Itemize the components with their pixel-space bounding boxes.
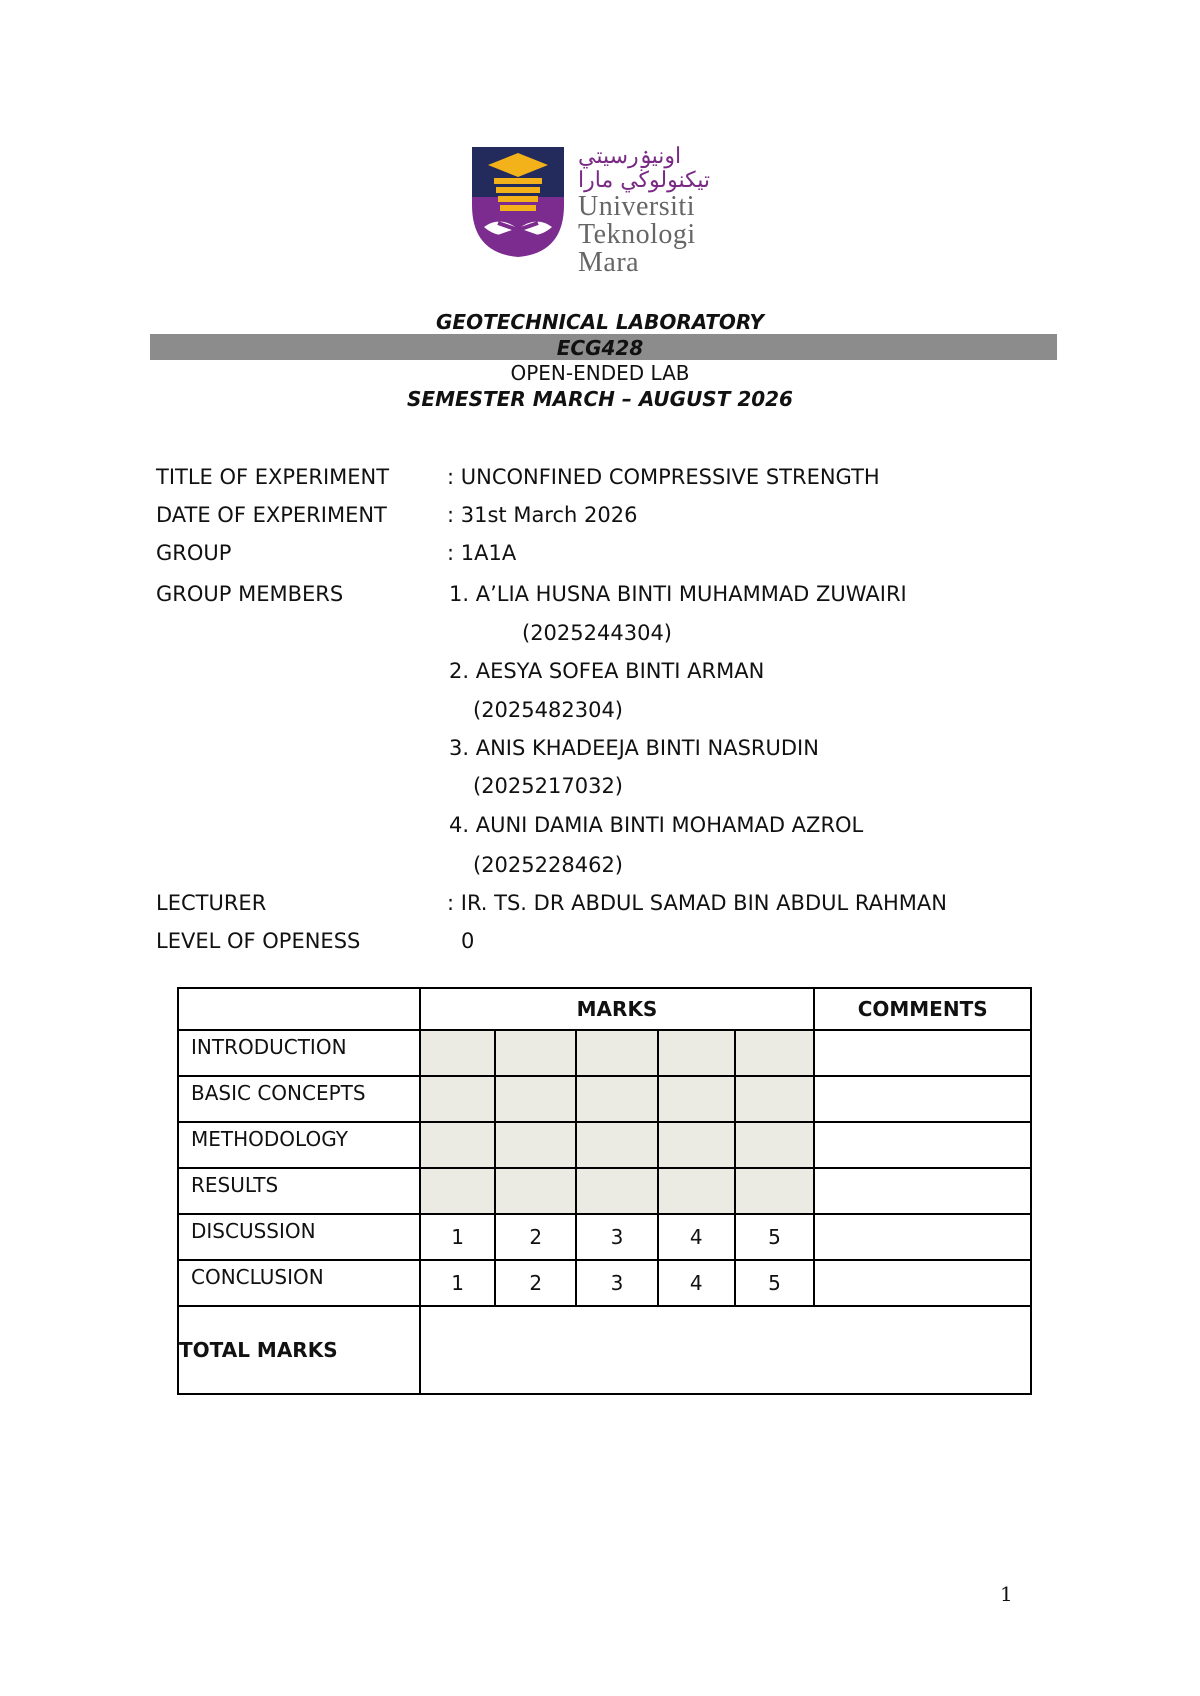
table-row: [178, 1168, 1031, 1214]
row-label-discussion: DISCUSSION: [178, 1214, 420, 1260]
member-2-id: (2025482304): [473, 698, 623, 722]
date-value: : 31st March 2026: [447, 503, 638, 527]
member-4-name: 4. AUNI DAMIA BINTI MOHAMAD AZROL: [449, 813, 864, 837]
header-blank-cell: [178, 988, 420, 1030]
logo-line-2: Teknologi: [578, 219, 696, 250]
member-1-name: 1. A’LIA HUSNA BINTI MUHAMMAD ZUWAIRI: [449, 582, 907, 606]
score-cell: [495, 1122, 576, 1168]
score-cell: [576, 1030, 658, 1076]
score-cell: [495, 1076, 576, 1122]
row-label-methodology: METHODOLOGY: [178, 1122, 420, 1168]
table-row: [178, 1214, 1031, 1260]
member-3-id: (2025217032): [473, 774, 623, 798]
score-cell: [420, 1076, 496, 1122]
lab-type: OPEN-ENDED LAB: [510, 361, 690, 385]
members-label: GROUP MEMBERS: [156, 582, 344, 606]
score-cell: 3: [576, 1260, 658, 1306]
score-cell: [735, 1076, 815, 1122]
table-header-row: [178, 988, 1031, 1030]
row-label-results: RESULTS: [178, 1168, 420, 1214]
logo-line-3: Mara: [578, 247, 640, 278]
score-cell: [658, 1030, 735, 1076]
comment-cell: [814, 1168, 1031, 1214]
comment-cell: [814, 1260, 1031, 1306]
row-label-conclusion: CONCLUSION: [178, 1260, 420, 1306]
openess-label: LEVEL OF OPENESS: [156, 929, 361, 953]
member-3-name: 3. ANIS KHADEEJA BINTI NASRUDIN: [449, 736, 819, 760]
score-cell: [658, 1168, 735, 1214]
course-code: ECG428: [556, 336, 644, 360]
score-cell: 5: [735, 1214, 815, 1260]
total-marks-cell: [420, 1306, 1031, 1394]
university-logo: [470, 144, 740, 278]
score-cell: 1: [420, 1260, 496, 1306]
marks-table: [177, 987, 1032, 1395]
score-cell: [420, 1168, 496, 1214]
score-cell: 3: [576, 1214, 658, 1260]
score-cell: [576, 1168, 658, 1214]
group-value: : 1A1A: [447, 541, 517, 565]
table-row: [178, 1122, 1031, 1168]
total-marks-label: TOTAL MARKS: [178, 1306, 420, 1394]
score-cell: [658, 1076, 735, 1122]
score-cell: 4: [658, 1260, 735, 1306]
score-cell: [735, 1168, 815, 1214]
score-cell: 5: [735, 1260, 815, 1306]
lecturer-value: : IR. TS. DR ABDUL SAMAD BIN ABDUL RAHMAN: [447, 891, 947, 915]
score-cell: [576, 1076, 658, 1122]
row-label-introduction: INTRODUCTION: [178, 1030, 420, 1076]
comment-cell: [814, 1076, 1031, 1122]
total-row: [178, 1306, 1031, 1394]
semester: SEMESTER MARCH – AUGUST 2026: [407, 387, 793, 411]
openess-value: 0: [461, 929, 475, 953]
comment-cell: [814, 1030, 1031, 1076]
table-row: [178, 1030, 1031, 1076]
score-cell: 2: [495, 1260, 576, 1306]
member-4-id: (2025228462): [473, 853, 623, 877]
score-cell: [495, 1030, 576, 1076]
logo-arabic-text: اونيۏرسيتي تيكنولوڬي مارا: [578, 144, 711, 193]
score-cell: [495, 1168, 576, 1214]
logo-line-1: Universiti: [578, 191, 695, 222]
uitm-crest-icon: [470, 145, 566, 260]
comments-header: COMMENTS: [814, 988, 1031, 1030]
member-1-id: (2025244304): [522, 621, 672, 645]
row-label-basic-concepts: BASIC CONCEPTS: [178, 1076, 420, 1122]
comment-cell: [814, 1122, 1031, 1168]
score-cell: [420, 1030, 496, 1076]
score-cell: [576, 1122, 658, 1168]
lecturer-label: LECTURER: [156, 891, 267, 915]
score-cell: 1: [420, 1214, 496, 1260]
score-cell: [658, 1122, 735, 1168]
logo-wordmark: [578, 145, 740, 277]
page-number: 1: [1000, 1582, 1013, 1606]
score-cell: [735, 1122, 815, 1168]
date-label: DATE OF EXPERIMENT: [156, 503, 387, 527]
score-cell: [420, 1122, 496, 1168]
title-label: TITLE OF EXPERIMENT: [156, 465, 390, 489]
marks-header: MARKS: [420, 988, 815, 1030]
table-row: [178, 1260, 1031, 1306]
comment-cell: [814, 1214, 1031, 1260]
score-cell: 4: [658, 1214, 735, 1260]
table-row: [178, 1076, 1031, 1122]
lab-title: GEOTECHNICAL LABORATORY: [436, 310, 764, 334]
group-label: GROUP: [156, 541, 232, 565]
title-value: : UNCONFINED COMPRESSIVE STRENGTH: [447, 465, 880, 489]
score-cell: [735, 1030, 815, 1076]
score-cell: 2: [495, 1214, 576, 1260]
member-2-name: 2. AESYA SOFEA BINTI ARMAN: [449, 659, 765, 683]
